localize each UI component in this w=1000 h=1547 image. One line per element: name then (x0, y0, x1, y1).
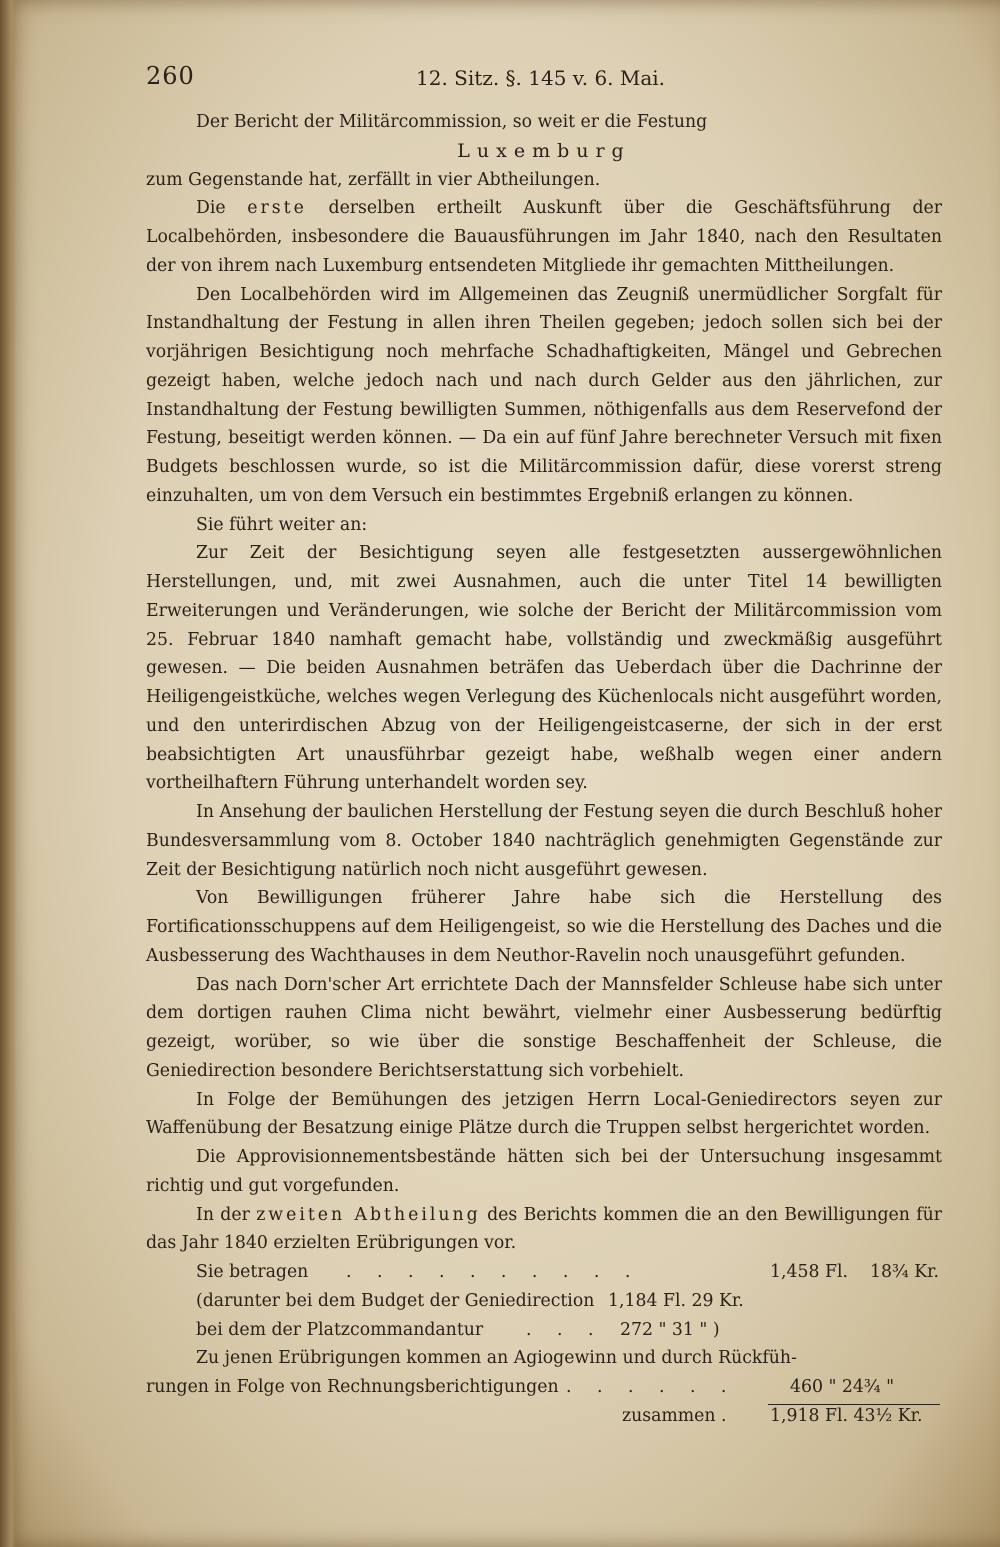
paragraph-2-spaced: erste (247, 198, 307, 219)
paragraph-11 (146, 1201, 942, 1259)
accounts-row-agio-line1 (146, 1344, 942, 1373)
paragraph-6: In Ansehung der baulichen Herstellung der Festung seyen die durch Beschluß hoher Bundesversammlung vom 8. October 1840 nachträglich genehmigten Gegenstände zur Zeit der Besichtigung natürlich noch nicht ausgeführt gewesen. (146, 802, 942, 880)
accounts-row5-dots: . . . . . . (566, 1377, 737, 1397)
page-header (146, 62, 946, 96)
body-text (146, 108, 943, 1426)
accounts-row-geniedirection (146, 1287, 942, 1316)
paragraph-5: Zur Zeit der Besichtigung seyen alle festgesetzten aussergewöhnlichen Herstellungen, und, mit zwei Ausnahmen, auch die unter Titel 14 bewilligten Erweiterungen und Veränderungen, wie solche der Bericht der Militärcommission vom 25. Februar 1840 namhaft gemacht habe, vollständig und zweckmäßig ausgeführt gewesen. — Die beiden Ausnahmen beträfen das Ueberdach über die Dachrinne der Heiligengeistküche, welches wegen Verlegung des Küchenlocals nicht ausgeführt worden, und den unterirdischen Abzug von der Heiligengeistcaserne, der sich in der erst beabsichtigten Art unausführbar gezeigt habe, weßhalb wegen einer andern vortheilhaftern Führung unterhandelt worden sey. (146, 543, 942, 794)
accounts-row3-value: 272 " 31 " ) (620, 1319, 720, 1340)
paragraph-10: Die Approvisionnementsbestände hätten sich bei der Untersuchung insgesammt richtig und gut vorgefunden. (146, 1147, 942, 1196)
heading-luxemburg: Luxemburg (457, 139, 631, 162)
paragraph-8: Das nach Dorn'scher Art errichtete Dach der Mannsfelder Schleuse habe sich unter dem dortigen rauhen Clima nicht bewährt, vielmehr einer Ausbesserung bedürftig gezeigt, worüber, so wie über die sonstige Beschaffenheit der Schleuse, die Geniedirection besondere Berichtserstattung sich vorbehielt. (146, 974, 942, 1081)
accounts-row-platzcommandantur (146, 1316, 942, 1345)
accounts-row2-value: 1,184 Fl. 29 Kr. (608, 1290, 744, 1311)
accounts-row3-dots: . . . (526, 1319, 604, 1340)
paragraph-11-spaced: zweiten Abtheilung (256, 1204, 481, 1225)
paragraph-2-pre: Die (196, 198, 248, 219)
paragraph-4: Sie führt weiter an: (196, 514, 368, 535)
paragraph-11-post: des Berichts kommen die an den Bewilligungen für das Jahr 1840 erzielten Erübrigungen vor. (146, 1204, 943, 1254)
accounts-row6-label: zusammen . (622, 1405, 727, 1426)
accounts-row6-value: 1,918 Fl. 43½ Kr. (770, 1405, 923, 1426)
paragraph-3: Den Localbehörden wird im Allgemeinen das Zeugniß unermüdlicher Sorgfalt für Instandhaltung der Festung in allen ihren Theilen gegeben; jedoch sollen sich bei der vorjährigen Besichtigung noch mehrfache Schadhaftigkeiten, Mängel und Gebrechen gezeigt haben, welche jedoch nach und nach durch Gelder aus den jährlichen, zur Instandhaltung der Festung bewilligten Summen, nöthigenfalls aus dem Reservefond der Festung, beseitigt werden können. — Da ein auf fünf Jahre berechneter Versuch mit fixen Budgets beschlossen wurde, so ist die Militärcommission dafür, diese vorerst streng einzuhalten, um von dem Versuch ein bestimmtes Ergebniß erlangen zu können. (146, 284, 942, 506)
paragraph-1-line1: Der Bericht der Militärcommission, so weit er die Festung (196, 112, 708, 132)
accounts-row4-label: Zu jenen Erübrigungen kommen an Agiogewinn und durch Rückfüh- (196, 1348, 797, 1369)
paragraph-11-pre: In der (196, 1204, 257, 1225)
accounts-row-total (146, 1258, 942, 1287)
paragraph-2 (146, 194, 942, 280)
accounts-row1-dots: . . . . . . . . . . (346, 1262, 641, 1282)
paragraph-2-post: derselben ertheilt Auskunft über die Geschäftsführung der Localbehörden, insbesondere die Bauausführungen im Jahr 1840, nach den Resultaten der von ihrem nach Luxemburg entsendeten Mitgliede ihr gemachten Mittheilungen. (146, 198, 943, 276)
accounts-row1-fl: 1,458 Fl. (770, 1262, 848, 1282)
paragraph-9: In Folge der Bemühungen des jetzigen Herrn Local-Geniedirectors seyen zur Waffenübung der Besatzung einige Plätze durch die Truppen selbst hergerichtet worden. (146, 1089, 942, 1139)
accounts-block (146, 1258, 942, 1426)
paragraph-7: Von Bewilligungen früherer Jahre habe sich die Herstellung des Fortificationsschuppens auf dem Heiligengeist, so wie die Herstellung des Daches und die Ausbesserung des Wachthauses in dem Neuthor-Ravelin noch unausgeführt gefunden. (146, 888, 942, 966)
accounts-row-sum (146, 1402, 942, 1431)
accounts-row1-kr: 18¾ Kr. (870, 1262, 939, 1282)
accounts-row5-value: 460 " 24¾ " (790, 1377, 895, 1397)
accounts-row5-label: rungen in Folge von Rechnungsberichtigungen (146, 1377, 559, 1397)
accounts-row-agio-line2 (146, 1373, 942, 1402)
running-head: 12. Sitz. §. 145 v. 6. Mai. (416, 66, 666, 90)
accounts-row1-label: Sie betragen (196, 1262, 309, 1282)
accounts-row3-label: bei dem der Platzcommandantur (196, 1319, 484, 1340)
paragraph-1-line3: zum Gegenstande hat, zerfällt in vier Abtheilungen. (146, 169, 601, 190)
page-number: 260 (146, 62, 195, 90)
accounts-row2-label: (darunter bei dem Budget der Geniedirection (196, 1290, 595, 1311)
book-spine-shadow (0, 0, 16, 1547)
